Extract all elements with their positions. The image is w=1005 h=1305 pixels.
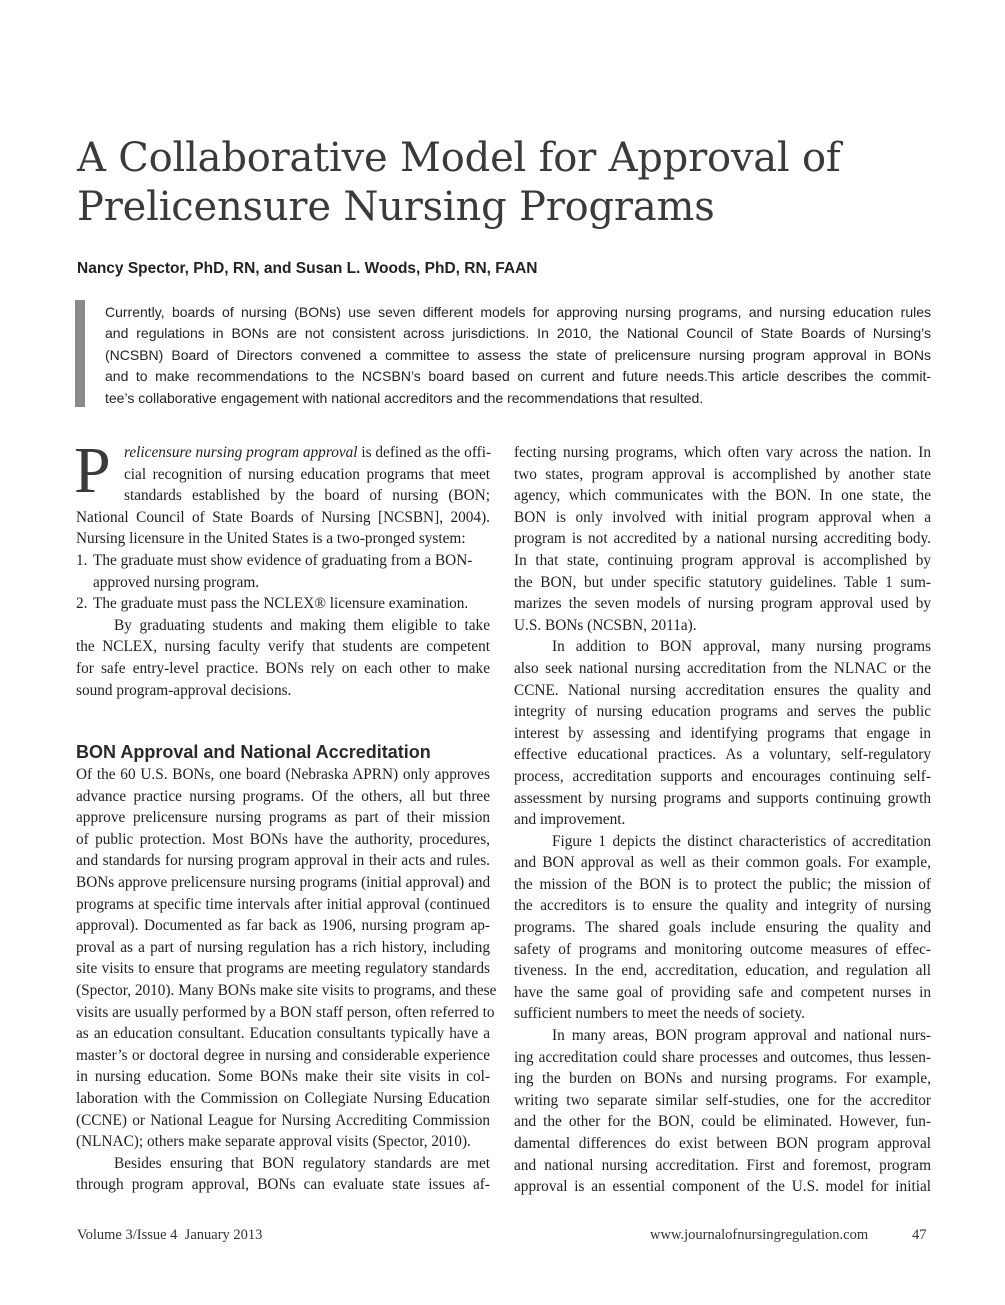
body-line: CCNE. National nursing accreditation ensures the quality and xyxy=(514,681,931,699)
abstract-line: and regulations in BONs are not consistent across jurisdictions. In 2010, the National Council of State Boards of Nursing’s xyxy=(105,325,931,342)
paragraph xyxy=(514,636,931,830)
body-line: of public protection. Most BONs have the authority, procedures, xyxy=(76,830,490,848)
body-line: Figure 1 depicts the distinct characteristics of accreditation xyxy=(552,832,931,850)
body-line: In many areas, BON program approval and national nurs- xyxy=(552,1027,931,1045)
list-item-continued xyxy=(76,572,490,594)
body-line: standards established by the board of nursing (BON; xyxy=(124,487,490,505)
list-number: 2. xyxy=(76,595,88,613)
body-line: ing the burden on BONs and nursing programs. For example, xyxy=(514,1070,931,1088)
body-line: assessment by nursing programs and supports continuing growth xyxy=(514,789,931,807)
body-line: approval is an essential component of the U.S. model for initial xyxy=(514,1178,931,1196)
drop-cap: P xyxy=(74,434,111,507)
paragraph xyxy=(514,831,931,1025)
body-line: programs at specific time intervals after initial approval (continued xyxy=(76,895,490,913)
section-heading: BON Approval and National Accreditation xyxy=(76,742,431,762)
body-line: proval as a part of nursing regulation has a rich history, including xyxy=(76,938,490,956)
body-line: ing accreditation could share processes and outcomes, thus lessen- xyxy=(514,1048,931,1066)
abstract-rule xyxy=(75,300,85,407)
abstract-line: Currently, boards of nursing (BONs) use seven different models for approving nursing programs, and nursing education rules xyxy=(105,304,931,320)
body-line: for safe entry-level practice. BONs rely on each other to make xyxy=(76,659,490,677)
body-line: Of the 60 U.S. BONs, one board (Nebraska APRN) only approves xyxy=(76,766,490,783)
footer-volume-issue: Volume 3/Issue 4 January 2013 xyxy=(77,1227,263,1243)
body-line: laboration with the Commission on Collegiate Nursing Education xyxy=(76,1089,490,1107)
body-text: is defined as the offi- xyxy=(357,444,492,461)
abstract-line: (NCSBN) Board of Directors convened a committee to assess the state of prelicensure nursing program approval in BONs xyxy=(105,346,931,363)
body-line: marizes the seven models of nursing program approval used by xyxy=(514,595,931,613)
body-line: writing two separate similar self-studies, one for the accreditor xyxy=(514,1091,931,1109)
body-line: in nursing education. Some BONs make their site visits in col- xyxy=(76,1068,490,1086)
body-line: In addition to BON approval, many nursing programs xyxy=(552,638,931,656)
body-line: programs. The shared goals include ensuring the quality and xyxy=(514,919,931,937)
body-line: as an education consultant. Education consultants typically have a xyxy=(76,1025,490,1043)
body-line: safety of programs and monitoring outcome measures of effec- xyxy=(514,940,931,958)
body-line: interest by assessing and identifying programs that engage in xyxy=(514,724,931,742)
list-text: The graduate must show evidence of graduating from a BON- xyxy=(93,551,473,569)
title-line: A Collaborative Model for Approval of xyxy=(77,135,841,181)
body-line: and the other for the BON, could be eliminated. However, fun- xyxy=(514,1113,931,1131)
title-line: Prelicensure Nursing Programs xyxy=(77,184,715,230)
body-line: the BON, but under specific statutory guidelines. Table 1 sum- xyxy=(514,573,931,591)
body-line: By graduating students and making them eligible to take xyxy=(114,616,490,634)
body-line: Nursing licensure in the United States is a two-pronged system: xyxy=(76,530,466,548)
abstract-line: and to make recommendations to the NCSBN’s board based on current and future needs.This article describes the commit- xyxy=(105,368,931,385)
body-line: the accreditors is to ensure the quality and integrity of nursing xyxy=(514,897,931,915)
body-line: (CCNE) or National League for Nursing Accrediting Commission xyxy=(76,1111,490,1129)
body-line: effective educational practices. As a voluntary, self-regulatory xyxy=(514,746,931,764)
body-line: fecting nursing programs, which often vary across the nation. In xyxy=(514,444,931,461)
list-number: 1. xyxy=(76,551,88,569)
body-line: tiveness. In the end, accreditation, education, and regulation all xyxy=(514,962,931,980)
left-column xyxy=(74,434,492,701)
body-line xyxy=(76,442,490,464)
body-line: visits are usually performed by a BON staff person, often referred to xyxy=(76,1003,495,1021)
body-line: program is not accredited by a national nursing accrediting body. xyxy=(514,530,931,548)
body-line: and BON approval as well as their common goals. For example, xyxy=(514,854,931,872)
footer-url: www.journalofnursingregulation.com xyxy=(650,1227,869,1243)
body-line: Besides ensuring that BON regulatory standards are met xyxy=(114,1154,490,1172)
author-byline: Nancy Spector, PhD, RN, and Susan L. Woods, PhD, RN, FAAN xyxy=(77,260,538,277)
body-line: sound program-approval decisions. xyxy=(76,681,292,699)
body-line: process, accreditation supports and encourages continuing self- xyxy=(514,767,931,785)
numbered-list xyxy=(76,550,490,615)
left-column-section xyxy=(76,764,497,1196)
body-line: BON is only involved with initial program approval when a xyxy=(514,508,931,526)
body-line: integrity of nursing education programs and serves the public xyxy=(514,703,931,721)
paragraph xyxy=(514,442,931,636)
body-line: master’s or doctoral degree in nursing and considerable experience xyxy=(76,1046,490,1064)
body-line: (Spector, 2010). Many BONs make site visits to programs, and these xyxy=(76,981,497,999)
list-text: approved nursing program. xyxy=(93,573,260,591)
body-line: damental differences do exist between BON program approval xyxy=(514,1135,931,1152)
body-line: two states, program approval is accomplished by another state xyxy=(514,465,931,483)
body-line: approve prelicensure nursing programs as part of their mission xyxy=(76,809,490,827)
body-line: agency, which communicates with the BON. In one state, the xyxy=(514,487,931,505)
body-line: and standards for nursing program approval in their acts and rules. xyxy=(76,852,490,870)
page-number: 47 xyxy=(912,1227,927,1243)
body-line: the mission of the BON is to protect the public; the mission of xyxy=(514,875,931,893)
list-item xyxy=(76,550,490,572)
body-line: In that state, continuing program approval is accomplished by xyxy=(514,551,931,569)
abstract xyxy=(105,302,931,409)
body-line: National Council of State Boards of Nursing [NCSBN], 2004). xyxy=(76,508,490,526)
body-line: approval). Documented as far back as 1906, nursing program ap- xyxy=(76,917,490,935)
body-line: (NLNAC); others make separate approval visits (Spector, 2010). xyxy=(76,1133,471,1151)
right-column xyxy=(514,442,931,1198)
paragraph xyxy=(514,1025,931,1198)
intro-paragraph xyxy=(74,434,492,550)
paragraph xyxy=(76,615,490,701)
list-item xyxy=(76,593,490,615)
paragraph xyxy=(76,1153,490,1196)
body-line: site visits to ensure that programs are meeting regulatory standards xyxy=(76,960,490,978)
body-line: the NCLEX, nursing faculty verify that students are competent xyxy=(76,638,490,656)
body-line: BONs approve prelicensure nursing programs (initial approval) and xyxy=(76,873,491,891)
body-line: and improvement. xyxy=(514,811,626,829)
body-line: U.S. BONs (NCSBN, 2011a). xyxy=(514,616,697,634)
paragraph xyxy=(76,764,497,1153)
body-line: advance practice nursing programs. Of the others, all but three xyxy=(76,787,490,805)
body-line: cial recognition of nursing education programs that meet xyxy=(124,465,490,483)
body-line: sufficient numbers to meet the needs of society. xyxy=(514,1005,805,1023)
body-line: have the same goal of providing safe and competent nurses in xyxy=(514,983,931,1001)
list-text: The graduate must pass the NCLEX® licensure examination. xyxy=(93,595,469,613)
body-line: through program approval, BONs can evaluate state issues af- xyxy=(76,1176,490,1194)
defined-term: relicensure nursing program approval xyxy=(124,444,358,461)
article-title xyxy=(77,134,937,232)
body-line: also seek national nursing accreditation from the NLNAC or the xyxy=(514,659,931,677)
body-line: and national nursing accreditation. First and foremost, program xyxy=(514,1156,931,1174)
abstract-line: tee’s collaborative engagement with national accreditors and the recommendations that resulted. xyxy=(105,389,704,406)
